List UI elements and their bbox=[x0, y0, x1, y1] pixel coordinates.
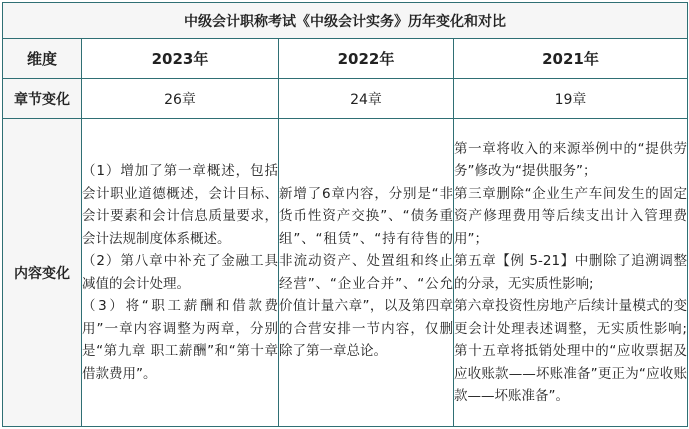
content-change-label: 内容变化 bbox=[3, 119, 82, 427]
title-row bbox=[3, 3, 688, 39]
content-2021-item-1: 第一章将收入的来源举例中的“提供劳务”修改为“提供服务”； bbox=[454, 140, 687, 179]
content-2021-item-3: 第五章【例 5-21】中删除了追溯调整的分录，无实质性影响; bbox=[454, 253, 687, 292]
chapter-count-2023: 26章 bbox=[82, 79, 279, 119]
content-2023-item-1: （1）增加了第一章概述，包括会计职业道德概述，会计目标、会计要素和会计信息质量要求，会计法规制度体系概述。 bbox=[82, 163, 278, 247]
content-2023-item-3: （3）将“职工薪酬和借款费用”一章内容调整为两章，分别是“第九章 职工薪酬”和“第十章 借款费用”。 bbox=[82, 298, 278, 382]
chapter-change-row bbox=[3, 79, 688, 119]
content-2023-item-2: （2）第八章中补充了金融工具减值的会计处理。 bbox=[82, 253, 278, 292]
header-year-2021: 2021年 bbox=[454, 39, 688, 79]
header-dimension: 维度 bbox=[3, 39, 82, 79]
header-year-2022: 2022年 bbox=[279, 39, 454, 79]
content-2021-item-2: 第三章删除“企业生产车间发生的固定资产修理费用等后续支出计入管理费用”； bbox=[454, 185, 687, 247]
chapter-count-2022: 24章 bbox=[279, 79, 454, 119]
content-2022-cell bbox=[279, 119, 454, 427]
chapter-count-2021: 19章 bbox=[454, 79, 688, 119]
table-title: 中级会计职称考试《中级会计实务》历年变化和对比 bbox=[3, 3, 688, 39]
header-row bbox=[3, 39, 688, 79]
comparison-table bbox=[2, 2, 688, 427]
content-2021-cell bbox=[454, 119, 688, 427]
content-2022-text: 新增了6章内容，分别是“非货币性资产交换”、“债务重组”、“租赁”、“持有待售的非流动资产、处置组和终止经营”、“企业合并”、“公允价值计量六章”，以及第四章的合营安排一节内容，仅删除了第一章总论。 bbox=[279, 185, 453, 359]
chapter-change-label: 章节变化 bbox=[3, 79, 82, 119]
content-change-row bbox=[3, 119, 688, 427]
content-2023-cell bbox=[82, 119, 279, 427]
content-2021-item-4: 第六章投资性房地产后续计量模式的变更会计处理表述调整，无实质性影响;第十五章将抵销处理中的“应收票据及应收账款——坏账准备”更正为“应收账款——坏账准备”。 bbox=[454, 298, 687, 404]
header-year-2023: 2023年 bbox=[82, 39, 279, 79]
